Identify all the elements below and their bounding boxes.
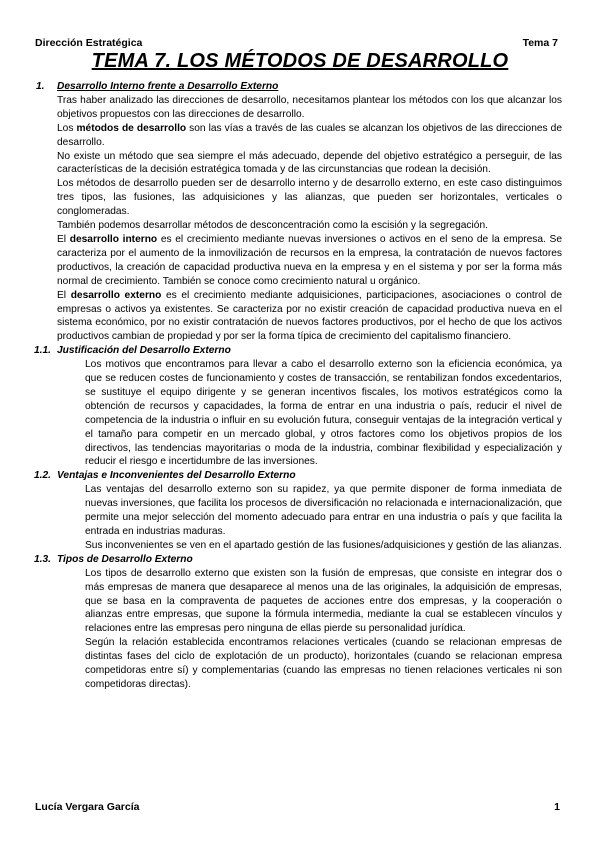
subsection-heading <box>34 553 562 567</box>
subsection-label: Justificación del Desarrollo Externo <box>57 345 231 357</box>
paragraph: Las ventajas del desarrollo externo son su rapidez, ya que permite disponer de forma inmediata de nuevas inversiones, que facilita los procesos de diversificación no relacionada e internacionalización, que permite una mejor selección del momento adecuado para entrar en una industria o país y que facilita la entrada en industrias maduras. <box>85 484 562 537</box>
paragraph: No existe un método que sea siempre el más adecuado, depende del objetivo estratégico a perseguir, de las características de la decisión estratégica tomada y de las circunstancias que rodean la decisión. <box>57 150 562 176</box>
header-unit: Tema 7 <box>522 37 558 49</box>
subsection-heading <box>34 344 562 358</box>
text-run: El <box>57 289 71 301</box>
bold-term: desarrollo interno <box>69 233 158 245</box>
paragraph: Según la relación establecida encontramos relaciones verticales (cuando se relacionan empresas de distintas fases del ciclo de explotación de un producto), horizontales (cuando se relacionan empresa competidoras entre sí) y complementarias (cuando las empresas no tienen relaciones verticales ni son competidoras directas). <box>85 637 562 690</box>
text-run: son las vías a través de las cuales se alcanzan los objetivos de las direcciones de desarrollo. <box>57 122 562 148</box>
section-heading <box>36 80 562 94</box>
paragraph: Los métodos de desarrollo pueden ser de desarrollo interno y de desarrollo externo, en este caso distinguimos tres tipos, las fusiones, las adquisiciones y las alianzas, que pueden ser horizontales, verticales o conglomeradas. <box>57 178 562 218</box>
subsection-heading <box>34 469 562 483</box>
paragraph <box>57 289 562 345</box>
paragraph: Los tipos de desarrollo externo que existen son la fusión de empresas, que consiste en integrar dos o más empresas de manera que desaparece al menos una de las originales, la adquisición de empresas, que se basa en la compraventa de paquetes de acciones entre dos empresas, y la cooperación o alianzas entre empresas, que supone la fórmula intermedia, mediante la cual se establecen vínculos y relaciones entre las empresas pero ninguna de ellas pierde su personalidad jurídica. <box>85 567 562 635</box>
page-number: 1 <box>554 801 560 813</box>
subsection-number: 1.2. <box>34 470 51 482</box>
subsection-label: Ventajas e Inconvenientes del Desarrollo Externo <box>57 470 296 482</box>
paragraph: Sus inconvenientes se ven en el apartado gestión de las fusiones/adquisiciones y gestión de las alianzas. <box>85 539 562 551</box>
subsection-label: Tipos de Desarrollo Externo <box>57 553 193 565</box>
page-title: TEMA 7. LOS MÉTODOS DE DESARROLLO <box>91 50 509 72</box>
subsection-number: 1.1. <box>34 345 51 357</box>
paragraph <box>57 233 562 289</box>
paragraph: Tras haber analizado las direcciones de desarrollo, necesitamos plantear los métodos con los que alcanzar los objetivos propuestos con las direcciones de desarrollo. <box>57 94 562 120</box>
text-run: El <box>57 233 70 245</box>
bold-term: desarrollo externo <box>70 289 162 301</box>
document-body <box>34 80 563 692</box>
bold-term: métodos de desarrollo <box>76 122 187 134</box>
paragraph: Los motivos que encontramos para llevar a cabo el desarrollo externo son la eficiencia económica, ya que se reducen costes de funcionamiento y costes de transacción, se rentabilizan fondos excedentarios, se sustituye el equipo dirigente y se generan incentivos fiscales, los motivos estratégicos como la obtención de recursos y capacidades, la forma de entrar en una industria o país, reducir el nivel de competencia de la industria o influir en su evolución futura, conseguir ventajas de la integración vertical y el tamaño para competir en un mercado global, y otros factores como los objetivos propios de los directivos, las tendencias mayoritarias o moda de la industria, combinar flexibilidad y especialización y reducir el riesgo e incertidumbre de las inversiones. <box>85 359 562 468</box>
text-run: es el crecimiento mediante nuevas inversiones o activos en el seno de la empresa. Se caracteriza por el aumento de la inmovilización de recursos en la empresa, la contratación de nuevos factores productivos, la creación de capacidad productiva nueva en la empresa y en el sistema y por ser la forma más normal de crecimiento. También se conoce como crecimiento natural u orgánico. <box>57 233 562 287</box>
text-run: Los <box>57 122 77 134</box>
section-number: 1. <box>36 81 45 92</box>
footer-author: Lucía Vergara García <box>35 801 140 813</box>
text-run: es el crecimiento mediante adquisiciones, participaciones, asociaciones o control de empresas o activos ya existentes. Se caracteriza por no existir creación de capacidad productiva nueva en el sistema económico, por no existir contratación de nuevos factores productivos, por el hecho de que los activos productivos cambian de propiedad y por ser la forma típica de crecimiento del capitalismo financiero. <box>57 289 563 343</box>
header-subject: Dirección Estratégica <box>35 37 143 49</box>
section-label: Desarrollo Interno frente a Desarrollo Externo <box>57 81 279 92</box>
paragraph: También podemos desarrollar métodos de desconcentración como la escisión y la segregación. <box>57 220 488 232</box>
paragraph <box>57 122 562 150</box>
subsection-number: 1.3. <box>34 553 51 565</box>
